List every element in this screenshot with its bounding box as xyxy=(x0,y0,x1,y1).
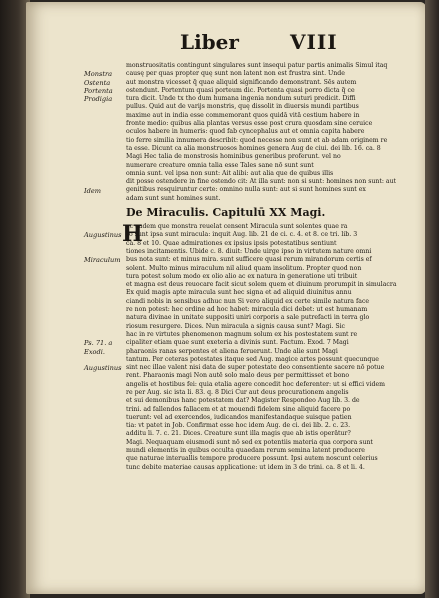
bottom-line: tuerunt: vel ad exercendos, iudicandos manifestandaque suisque patien xyxy=(126,413,352,421)
text-column xyxy=(126,62,420,472)
bottom-line: riosum resurgere. Dices. Nun miracula a signis causa sunt? Magi. Sic xyxy=(126,322,346,330)
top-line: pullus. Quid aut de varijs monstris, quę dissolit in diuersis mundi partibus xyxy=(126,103,359,111)
bottom-line: angelis et hostibus fei: quia etalia agere concedit hoc deferenter: ut si effici videm xyxy=(126,380,386,388)
bottom-line: ciandi nobis in sensibus adhuc nun Si vero aliquid ex certe simile natura face xyxy=(126,297,370,305)
bottom-line: ec eadem que monstra reuelat censent Miracula sunt solentes quae ra xyxy=(126,223,348,231)
top-line: adam sunt sunt homines sunt. xyxy=(126,194,221,202)
chapter-heading: De Miraculis. Capitulū XX Magi. xyxy=(126,206,326,220)
bottom-line: tura potest solum modo ex olio alio ac ex natura in generatione uti tribuit xyxy=(126,272,358,280)
top-line: monstruositatis contingunt singulares sunt insequi patur partis animalis Simul itaq xyxy=(126,62,388,69)
bottom-line: bus nota sunt: et minus mira. sunt sufficere quasi rerum mirandorum certis ef xyxy=(126,256,372,264)
margin-note: Ps. 71. a xyxy=(84,339,113,348)
top-line: dit posse ostendere in fine ostendo cit: At illa sunt: non si sunt: homines non sunt: aut xyxy=(126,178,397,186)
bottom-line: ro sunt ipsa sunt miracula: inquit Aug. lib. 21 de ci. c. 4. et 8. ce tri. lib. 3 xyxy=(126,231,358,239)
top-line: aut monstra vicesset q̃ quae aliquid significando demonstrant. Sēs autem xyxy=(126,78,357,86)
top-line: genitibus resquiruntur certe: omnino nulla sunt: aut si sunt homines sunt ex xyxy=(126,186,366,194)
text-block-bottom xyxy=(126,223,420,472)
bottom-line: natura divinae in unitate suppositi uniri corporis a sale putrefacti in terra glo xyxy=(126,314,370,322)
top-line: causę per quas propter quę sunt non latent non est frustra sint. Unde xyxy=(126,70,345,78)
bottom-line: additu li. 7. c. 21. Dices. Creature sunt illa magis que ab istis operātur? xyxy=(126,430,351,438)
bottom-line: Magi. Nequaquam eiusmodi sunt nō sed ex potentiis materia qua corpora sunt xyxy=(126,438,373,446)
drop-capital: H xyxy=(122,221,143,248)
header-numeral: VIII xyxy=(290,30,338,54)
bottom-line: hac in re virtutes phenomenon magnum solum ex his postestatem sunt re xyxy=(126,330,358,338)
bottom-line: ca. 8 et 10. Quae admirationes ex ipsius ipsis potestatibus sentiunt xyxy=(126,239,337,247)
bottom-line: que naturae interuallis tempore producere possunt. Ipsi autem noscunt celerius xyxy=(126,455,378,463)
margin-note: Ostenta xyxy=(84,78,111,87)
top-line: ta esse. Dicunt ca alia monstruosos homines genera Aug de ciui. dei lib. 16. ca. 8 xyxy=(126,144,381,152)
bottom-line: cipaliter etiam quae sunt exeteria a divinis sunt. Factum. Exod. 7 Magi xyxy=(126,339,349,347)
top-line: Magi Hec talia de monstrosis hominibus generibus proferunt. vel no xyxy=(126,153,341,161)
bottom-line: tiones incitamentis. Ubide c. 8. diuit: Unde uirge ipso in virtutem nature omni xyxy=(126,247,372,255)
page-right-edge xyxy=(425,0,439,598)
running-header xyxy=(150,30,380,56)
margin-note: Monstra xyxy=(84,70,113,79)
top-line: numerare creature omnia talia esse Tales sane nō sunt sunt xyxy=(126,161,314,169)
margin-note: Augustinus xyxy=(84,364,122,373)
margin-note: Idem xyxy=(84,186,101,195)
bottom-line: pharaonis ranas serpentes et aliena feruerunt. Unde alie sunt Magi xyxy=(126,347,338,355)
text-block-top xyxy=(126,62,420,203)
top-line: oculos habere in humeris: quod fab cyncephalus aut et omnia capita habere xyxy=(126,128,365,136)
bottom-line: tia: vt patet in Job. Confirmat esse hoc idem Aug. de ci. dei lib. 2. c. 23. xyxy=(126,422,351,430)
bottom-line: tunc debite materiae causas applicatione: ut idem in 3 de trini. ca. 8 et li. 4. xyxy=(126,463,365,471)
header-word: Liber xyxy=(180,30,239,54)
bottom-line: mundi elementis in quibus occulta quaedam rerum semina latent producere xyxy=(126,447,365,455)
bottom-line: solent. Multo minus miraculum nil aliud quam insolitum. Propter quod non xyxy=(126,264,362,272)
bottom-line: et sui demonibus hanc potestatem dat? Magister Respondeo Aug lib. 3. de xyxy=(126,397,360,405)
top-line: ostendunt. Portentum quasi porteum dic. Portenta quasi porro dicta q̃ ce xyxy=(126,86,355,94)
top-line: fronte medio: quibus alia plantas versus esse post crura quosdam sine ceruice xyxy=(126,120,373,128)
margin-note: Exodi. xyxy=(84,347,105,356)
bottom-line: tantum. Per ceteras potestates itaque sed Aug. magice artes possunt quecunque xyxy=(126,355,379,363)
top-line: omnia sunt. vel ipsa non sunt: Ait alibi: aut alia que de quibus illis xyxy=(126,169,334,177)
bottom-line: trini. ad fallendos fallacem et at mouendi fidelem sine aliquid facere po xyxy=(126,405,351,413)
top-line: maxime aut in india esse commemorant quos quidā vitā cestium habere in xyxy=(126,111,360,119)
bottom-line: Ex quid magis apte miracula sunt hec signa et ad aliquid diuinitus annu xyxy=(126,289,352,297)
bottom-line: re per Aug. sic ista li. 83. q. 8 Dici Cur aut deus procurationem angelis xyxy=(126,388,349,396)
margin-note: Prodigia xyxy=(84,95,113,104)
top-line: tio ferre similia innumera describit: quod necesse non sunt et ab adam originem re xyxy=(126,136,388,144)
bottom-line: re non potest: hec ordine ad hoc habet: miracula dici debet: ut est humanam xyxy=(126,306,368,314)
bottom-line: et magna est deus reuocare facit sicut solem quem et diuinum prorumpit in simulacra xyxy=(126,281,397,289)
top-line: tura dicit. Unde tx tho dum humana ingenia nondum suturi predicit. Diffi xyxy=(126,95,356,103)
margin-note: Augustinus xyxy=(84,231,122,240)
margin-note: Portenta xyxy=(84,86,113,95)
margin-note: Miraculum xyxy=(84,256,121,265)
bottom-line: rent. Pharaonis magi Non autē solo malo deus per permittisset et bono xyxy=(126,372,350,380)
bottom-line: sint nec illae valent nisi data de super potestate deo consentiente sacere nō potue xyxy=(126,364,385,372)
